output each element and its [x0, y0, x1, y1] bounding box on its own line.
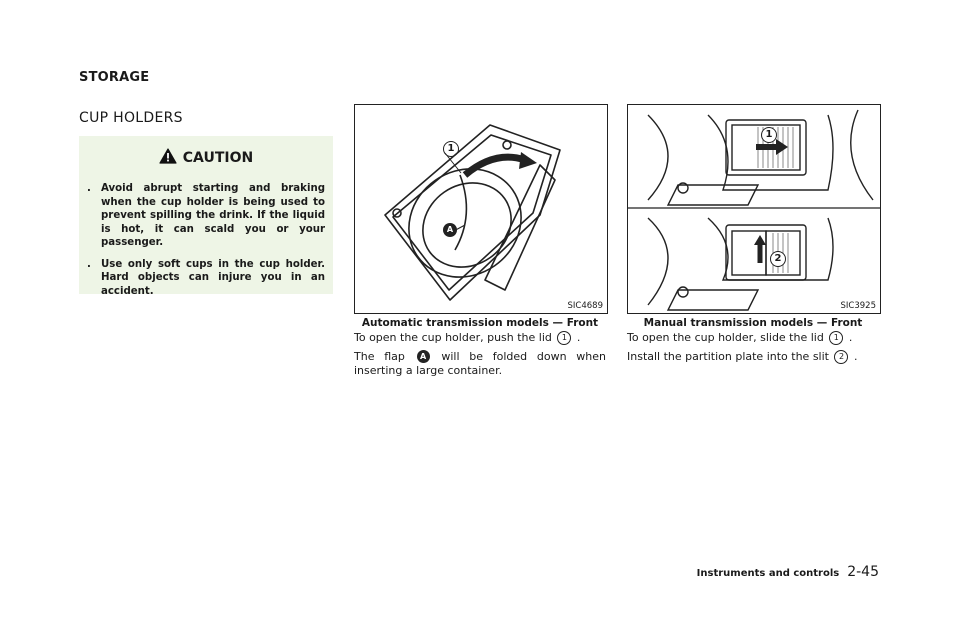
figure-caption: Manual transmission models — Front: [643, 317, 863, 329]
caution-text: Avoid abrupt starting and braking when the cup holder is being used to prevent spilling the drink. If the liquid is hot, it can scald you or your passenger.: [101, 183, 325, 248]
bullet: .: [87, 258, 91, 270]
figure-caption: Automatic transmission models — Front: [361, 317, 599, 329]
caution-item: [87, 258, 325, 299]
caution-list: [87, 182, 325, 306]
figure-code: SIC4689: [567, 301, 603, 311]
caution-text: Use only soft cups in the cup holder. Hard objects can injure you in an accident.: [101, 258, 325, 297]
page-footer: [697, 564, 879, 580]
warning-icon: [159, 148, 177, 168]
caution-box: [79, 136, 333, 297]
callout-2-inline: 2: [834, 350, 848, 364]
bullet: .: [87, 183, 91, 194]
instruction-text: To open the cup holder, slide the lid: [627, 331, 824, 344]
instruction-paragraph: [627, 350, 879, 364]
instruction-text: The flap: [354, 350, 405, 363]
caution-item: [87, 182, 325, 250]
callout-2: 2: [770, 251, 786, 267]
callout-1-inline: 1: [557, 331, 571, 345]
console-illustration: [628, 105, 880, 313]
section-title: STORAGE: [79, 70, 150, 85]
page-number: 2-45: [847, 564, 879, 580]
instruction-text: Install the partition plate into the slit: [627, 350, 829, 363]
cup-holder-illustration: [355, 105, 607, 313]
instruction-text-end: will be folded down when inserting a large container.: [354, 350, 607, 377]
instruction-text-end: .: [576, 331, 581, 344]
instruction-text: To open the cup holder, push the lid: [354, 331, 552, 344]
instruction-text-end: .: [848, 331, 853, 344]
instruction-text-end: .: [853, 350, 858, 363]
caution-heading: [79, 144, 333, 172]
callout-a-inline: A: [417, 350, 430, 363]
callout-1: 1: [761, 127, 777, 143]
instruction-paragraph: [354, 331, 606, 345]
callout-a: A: [443, 223, 457, 237]
caution-label: CAUTION: [182, 150, 254, 166]
figure-automatic-cup-holder: [354, 104, 608, 314]
subsection-title: CUP HOLDERS: [79, 110, 183, 126]
footer-chapter: Instruments and controls: [696, 568, 840, 579]
callout-1: 1: [443, 141, 459, 157]
callout-1-inline: 1: [829, 331, 843, 345]
figure-manual-cup-holder: [627, 104, 881, 314]
instruction-paragraph: [627, 331, 879, 345]
figure-code: SIC3925: [840, 301, 876, 311]
instruction-paragraph: [354, 350, 606, 378]
